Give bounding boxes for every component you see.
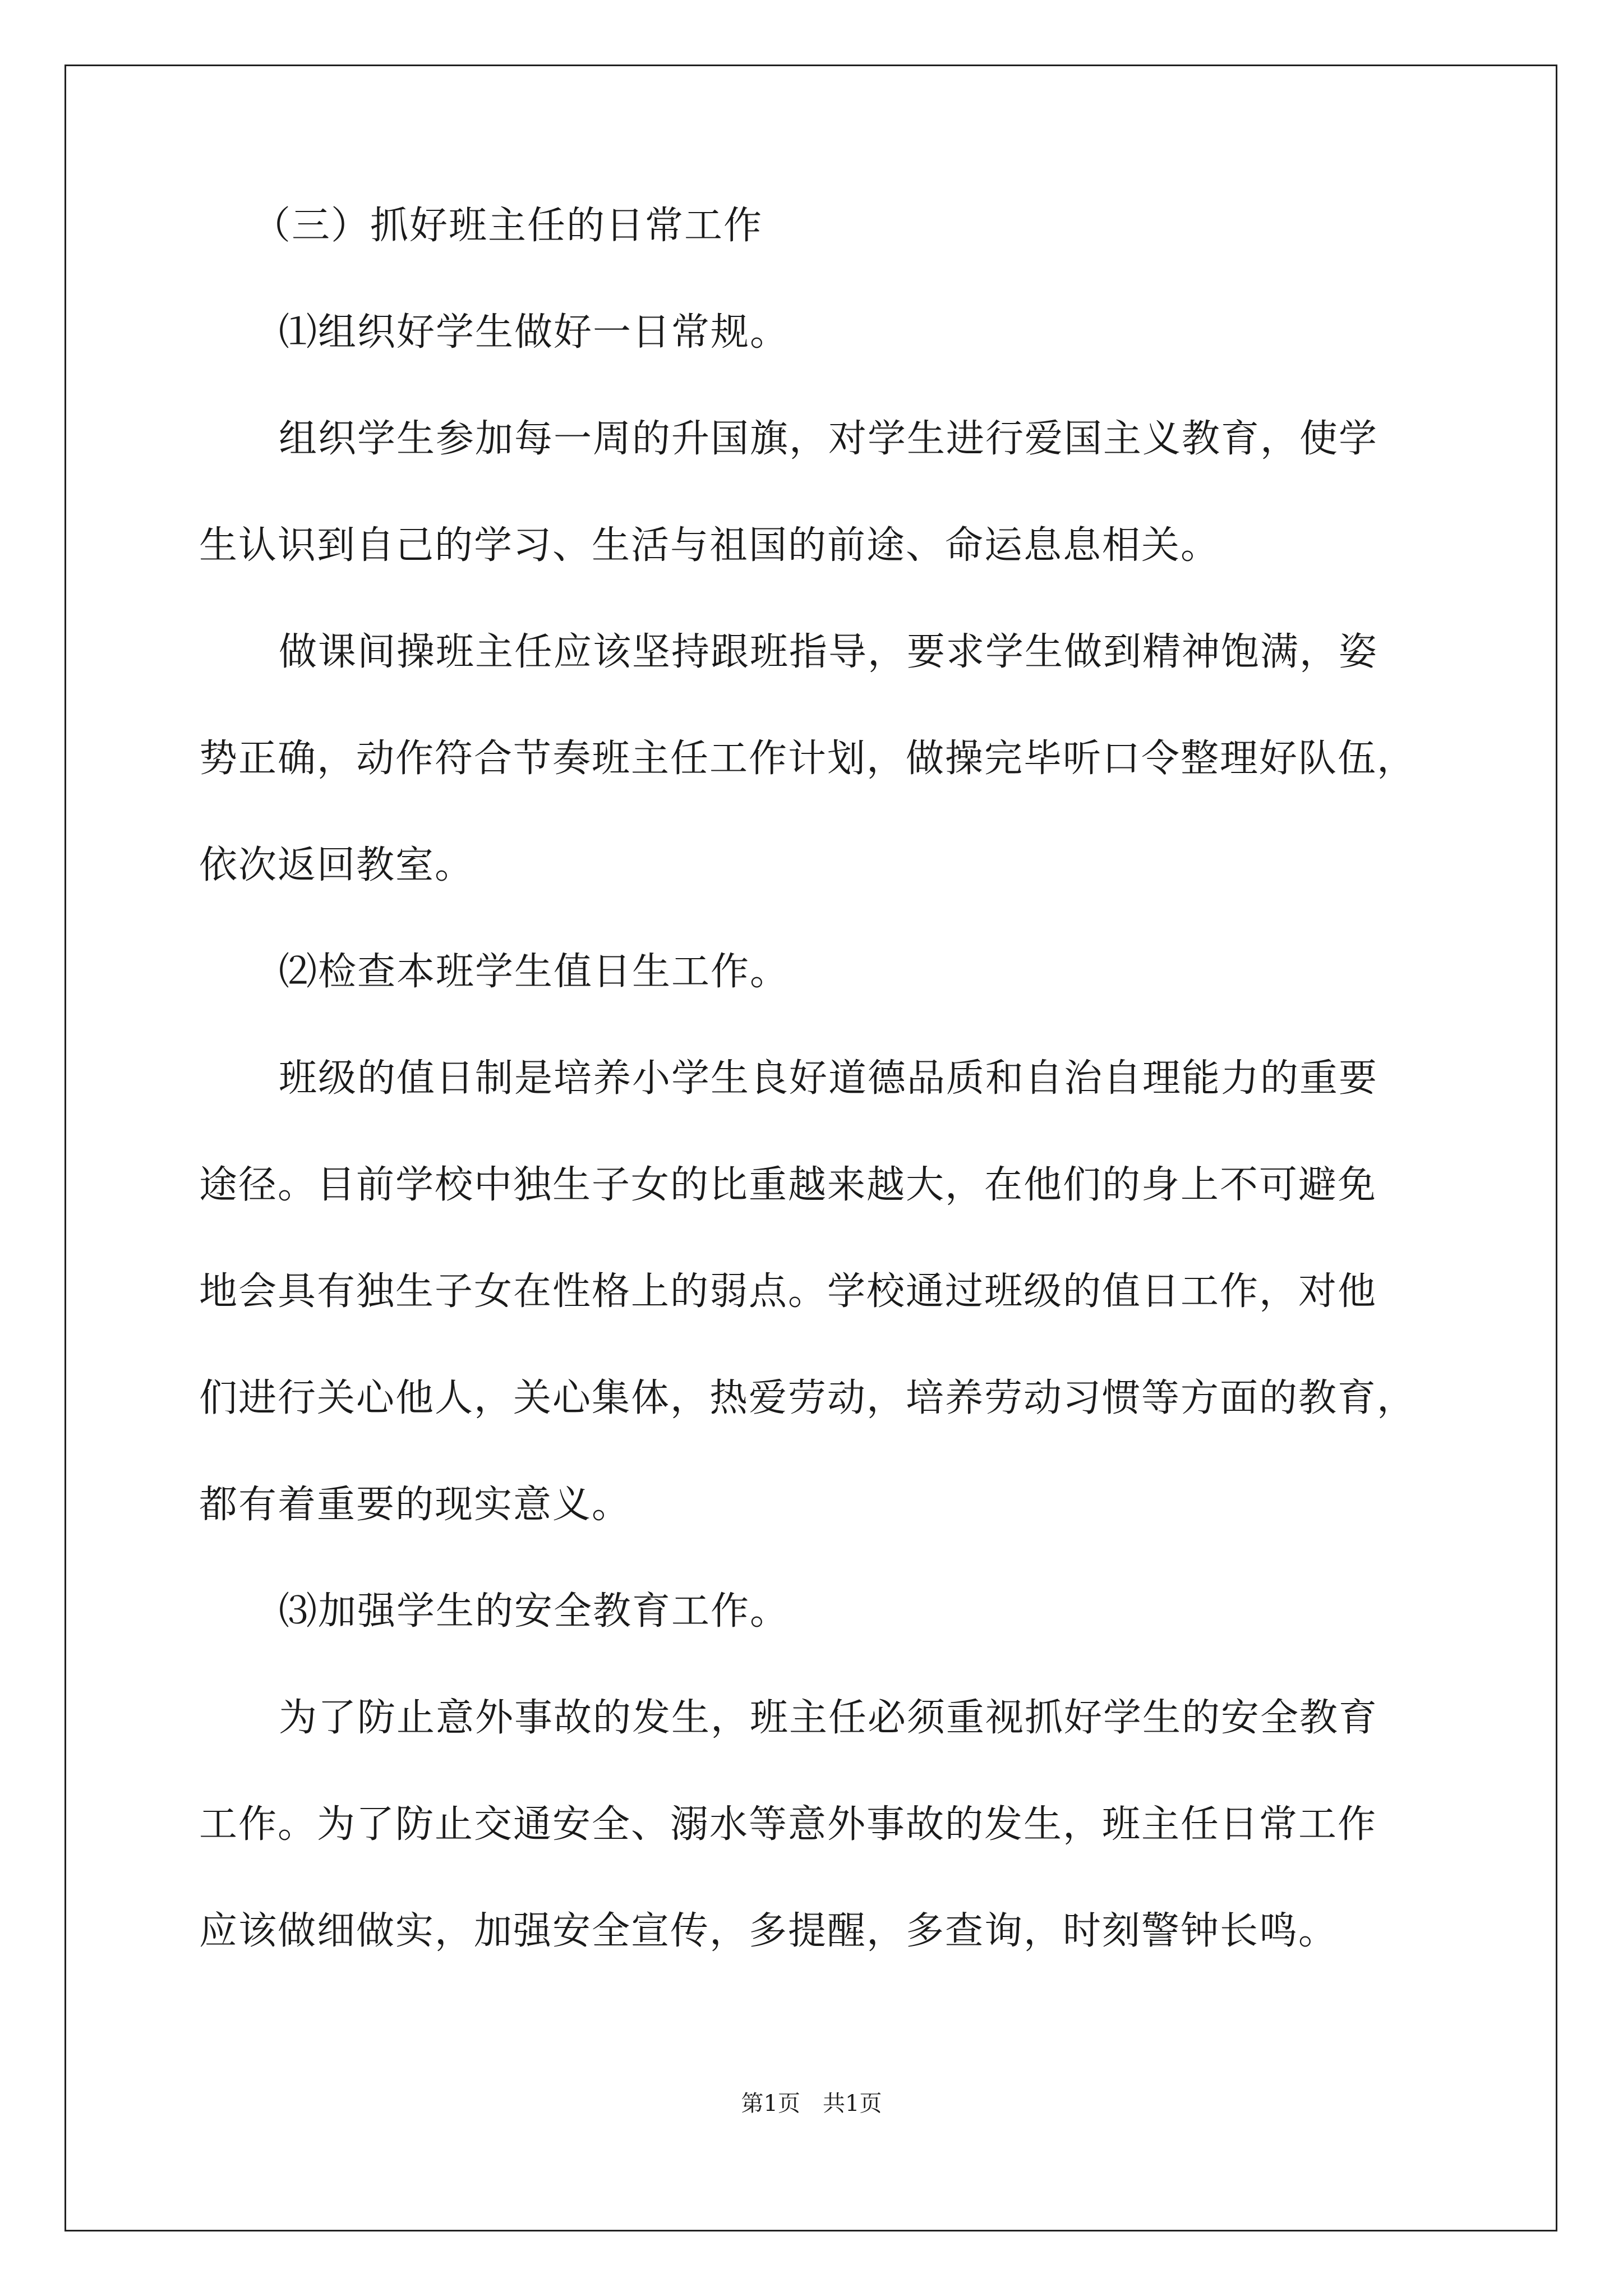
subheading-2: ⑵检查本班学生值日生工作。: [279, 950, 790, 994]
paragraph-line: 为了防止意外事故的发生，班主任必须重视抓好学生的安全教育: [279, 1696, 1378, 1740]
paragraph-line: 途径。目前学校中独生子女的比重越来越大，在他们的身上不可避免: [199, 1163, 1377, 1207]
page-number-footer: 第1页 共1页: [741, 2091, 882, 2116]
paragraph-line: 势正确，动作符合节奏班主任工作计划，做操完毕听口令整理好队伍，: [199, 737, 1417, 781]
paragraph-line: 生认识到自己的学习、生活与祖国的前途、命运息息相关。: [199, 523, 1220, 568]
paragraph-line: 们进行关心他人，关心集体，热爱劳动，培养劳动习惯等方面的教育，: [199, 1376, 1417, 1420]
paragraph-line: 班级的值日制是培养小学生良好道德品质和自治自理能力的重要: [279, 1056, 1378, 1101]
paragraph-line: 地会具有独生子女在性格上的弱点。学校通过班级的值日工作，对他: [199, 1269, 1377, 1314]
paragraph-line: 依次返回教室。: [199, 843, 474, 887]
paragraph-line: 应该做细做实，加强安全宣传，多提醒，多查询，时刻警钟长鸣。: [199, 1909, 1338, 1953]
paragraph-line: 组织学生参加每一周的升国旗，对学生进行爱国主义教育，使学: [279, 417, 1378, 461]
section-heading: （三）抓好班主任的日常工作: [252, 204, 763, 248]
paragraph-line: 都有着重要的现实意义。: [199, 1483, 631, 1527]
subheading-3: ⑶加强学生的安全教育工作。: [279, 1589, 790, 1634]
subheading-1: ⑴组织好学生做好一日常规。: [279, 310, 790, 355]
paragraph-line: 工作。为了防止交通安全、溺水等意外事故的发生，班主任日常工作: [199, 1802, 1377, 1847]
paragraph-line: 做课间操班主任应该坚持跟班指导，要求学生做到精神饱满，姿: [279, 630, 1378, 674]
